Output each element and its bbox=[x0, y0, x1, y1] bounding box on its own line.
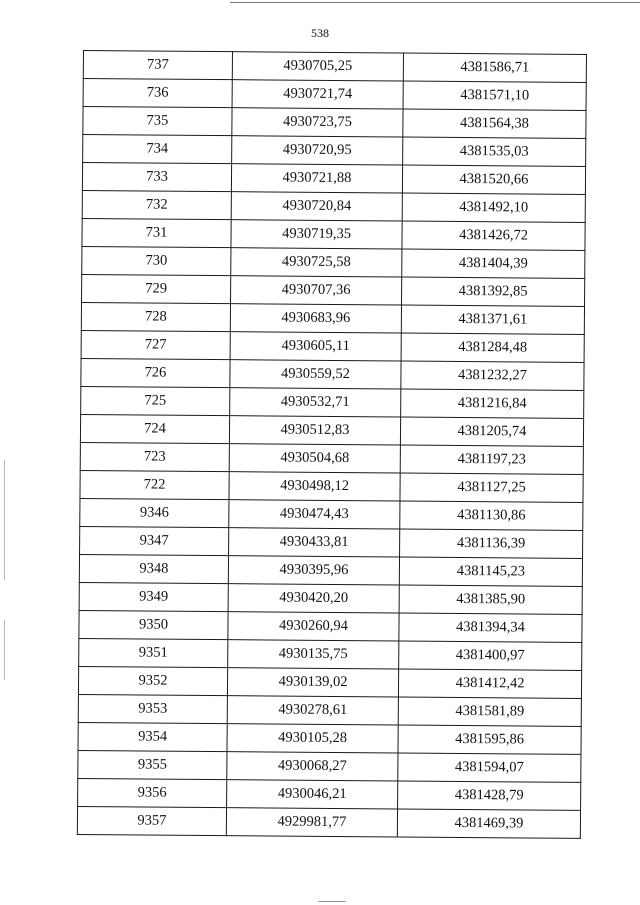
y-coordinate-cell: 4381492,10 bbox=[402, 193, 585, 222]
x-coordinate-cell: 4930504,68 bbox=[229, 444, 400, 473]
y-coordinate-cell: 4381392,85 bbox=[402, 277, 585, 306]
table-row bbox=[80, 414, 583, 446]
point-number-cell: 736 bbox=[83, 79, 232, 108]
x-coordinate-cell: 4930278,61 bbox=[227, 696, 398, 725]
point-number-cell: 735 bbox=[83, 107, 232, 136]
coordinates-table-body bbox=[77, 51, 586, 839]
y-coordinate-cell: 4381404,39 bbox=[402, 249, 585, 278]
scan-bottom-mark bbox=[318, 901, 346, 902]
point-number-cell: 9353 bbox=[78, 694, 227, 723]
table-row bbox=[83, 51, 586, 83]
point-number-cell: 9350 bbox=[79, 610, 228, 639]
y-coordinate-cell: 4381284,48 bbox=[401, 333, 584, 362]
table-row bbox=[79, 638, 582, 670]
point-number-cell: 9356 bbox=[78, 778, 227, 807]
y-coordinate-cell: 4381385,90 bbox=[399, 585, 582, 614]
point-number-cell: 9357 bbox=[77, 806, 226, 835]
y-coordinate-cell: 4381400,97 bbox=[399, 641, 582, 670]
x-coordinate-cell: 4930705,25 bbox=[232, 52, 403, 81]
y-coordinate-cell: 4381520,66 bbox=[402, 165, 585, 194]
table-row bbox=[78, 722, 581, 754]
table-row bbox=[77, 806, 580, 838]
point-number-cell: 723 bbox=[80, 442, 229, 471]
y-coordinate-cell: 4381428,79 bbox=[398, 781, 581, 810]
point-number-cell: 9348 bbox=[79, 554, 228, 583]
y-coordinate-cell: 4381426,72 bbox=[402, 221, 585, 250]
y-coordinate-cell: 4381197,23 bbox=[400, 445, 583, 474]
x-coordinate-cell: 4930723,75 bbox=[232, 108, 403, 137]
y-coordinate-cell: 4381136,39 bbox=[400, 529, 583, 558]
point-number-cell: 731 bbox=[82, 218, 231, 247]
table-row bbox=[79, 610, 582, 642]
point-number-cell: 9349 bbox=[79, 582, 228, 611]
table-row bbox=[78, 778, 581, 810]
table-row bbox=[83, 135, 586, 167]
table-row bbox=[81, 302, 584, 334]
y-coordinate-cell: 4381127,25 bbox=[400, 473, 583, 502]
table-row bbox=[78, 666, 581, 698]
scan-left-edge-mark bbox=[4, 460, 5, 580]
point-number-cell: 732 bbox=[82, 190, 231, 219]
table-row bbox=[80, 526, 583, 558]
table-row bbox=[81, 330, 584, 362]
coordinates-table bbox=[77, 50, 587, 839]
x-coordinate-cell: 4930559,52 bbox=[230, 360, 401, 389]
x-coordinate-cell: 4930707,36 bbox=[231, 276, 402, 305]
point-number-cell: 734 bbox=[83, 135, 232, 164]
x-coordinate-cell: 4930720,95 bbox=[232, 136, 403, 165]
x-coordinate-cell: 4930260,94 bbox=[228, 612, 399, 641]
page-number: 538 bbox=[311, 26, 329, 40]
x-coordinate-cell: 4930046,21 bbox=[227, 780, 398, 809]
x-coordinate-cell: 4930725,58 bbox=[231, 248, 402, 277]
y-coordinate-cell: 4381594,07 bbox=[398, 753, 581, 782]
table-row bbox=[80, 498, 583, 530]
point-number-cell: 737 bbox=[83, 51, 232, 80]
scan-top-edge-line bbox=[230, 2, 640, 3]
y-coordinate-cell: 4381205,74 bbox=[400, 417, 583, 446]
table-row bbox=[82, 246, 585, 278]
table-row bbox=[83, 79, 586, 111]
y-coordinate-cell: 4381412,42 bbox=[398, 669, 581, 698]
point-number-cell: 728 bbox=[81, 302, 230, 331]
table-row bbox=[82, 190, 585, 222]
table-row bbox=[82, 163, 585, 195]
table-row bbox=[82, 218, 585, 250]
x-coordinate-cell: 4930420,20 bbox=[228, 584, 399, 613]
x-coordinate-cell: 4930474,43 bbox=[229, 500, 400, 529]
x-coordinate-cell: 4930135,75 bbox=[228, 640, 399, 669]
table-row bbox=[80, 442, 583, 474]
x-coordinate-cell: 4930532,71 bbox=[230, 388, 401, 417]
table-row bbox=[79, 554, 582, 586]
x-coordinate-cell: 4929981,77 bbox=[226, 808, 397, 837]
x-coordinate-cell: 4930720,84 bbox=[231, 192, 402, 221]
y-coordinate-cell: 4381232,27 bbox=[401, 361, 584, 390]
y-coordinate-cell: 4381581,89 bbox=[398, 697, 581, 726]
y-coordinate-cell: 4381216,84 bbox=[401, 389, 584, 418]
y-coordinate-cell: 4381145,23 bbox=[399, 557, 582, 586]
point-number-cell: 733 bbox=[82, 163, 231, 192]
table-row bbox=[78, 694, 581, 726]
y-coordinate-cell: 4381371,61 bbox=[401, 305, 584, 334]
y-coordinate-cell: 4381535,03 bbox=[403, 137, 586, 166]
table-row bbox=[80, 470, 583, 502]
x-coordinate-cell: 4930139,02 bbox=[227, 668, 398, 697]
table-row bbox=[82, 274, 585, 306]
x-coordinate-cell: 4930683,96 bbox=[230, 304, 401, 333]
y-coordinate-cell: 4381564,38 bbox=[403, 109, 586, 138]
y-coordinate-cell: 4381595,86 bbox=[398, 725, 581, 754]
table-row bbox=[81, 358, 584, 390]
x-coordinate-cell: 4930395,96 bbox=[228, 556, 399, 585]
point-number-cell: 727 bbox=[81, 330, 230, 359]
x-coordinate-cell: 4930721,88 bbox=[231, 164, 402, 193]
point-number-cell: 726 bbox=[81, 358, 230, 387]
x-coordinate-cell: 4930721,74 bbox=[232, 80, 403, 109]
y-coordinate-cell: 4381394,34 bbox=[399, 613, 582, 642]
point-number-cell: 725 bbox=[81, 386, 230, 415]
x-coordinate-cell: 4930498,12 bbox=[229, 472, 400, 501]
x-coordinate-cell: 4930433,81 bbox=[229, 528, 400, 557]
y-coordinate-cell: 4381571,10 bbox=[403, 81, 586, 110]
scan-left-edge-mark bbox=[4, 620, 5, 680]
point-number-cell: 9354 bbox=[78, 722, 227, 751]
point-number-cell: 9351 bbox=[79, 638, 228, 667]
y-coordinate-cell: 4381130,86 bbox=[400, 501, 583, 530]
point-number-cell: 729 bbox=[82, 274, 231, 303]
table-row bbox=[78, 750, 581, 782]
x-coordinate-cell: 4930068,27 bbox=[227, 752, 398, 781]
point-number-cell: 9352 bbox=[78, 666, 227, 695]
x-coordinate-cell: 4930719,35 bbox=[231, 220, 402, 249]
point-number-cell: 722 bbox=[80, 470, 229, 499]
y-coordinate-cell: 4381586,71 bbox=[403, 53, 586, 82]
table-row bbox=[81, 386, 584, 418]
point-number-cell: 9355 bbox=[78, 750, 227, 779]
point-number-cell: 730 bbox=[82, 246, 231, 275]
x-coordinate-cell: 4930105,28 bbox=[227, 724, 398, 753]
point-number-cell: 724 bbox=[80, 414, 229, 443]
table-row bbox=[79, 582, 582, 614]
y-coordinate-cell: 4381469,39 bbox=[397, 809, 580, 838]
point-number-cell: 9346 bbox=[80, 498, 229, 527]
x-coordinate-cell: 4930512,83 bbox=[229, 416, 400, 445]
x-coordinate-cell: 4930605,11 bbox=[230, 332, 401, 361]
point-number-cell: 9347 bbox=[80, 526, 229, 555]
table-row bbox=[83, 107, 586, 139]
